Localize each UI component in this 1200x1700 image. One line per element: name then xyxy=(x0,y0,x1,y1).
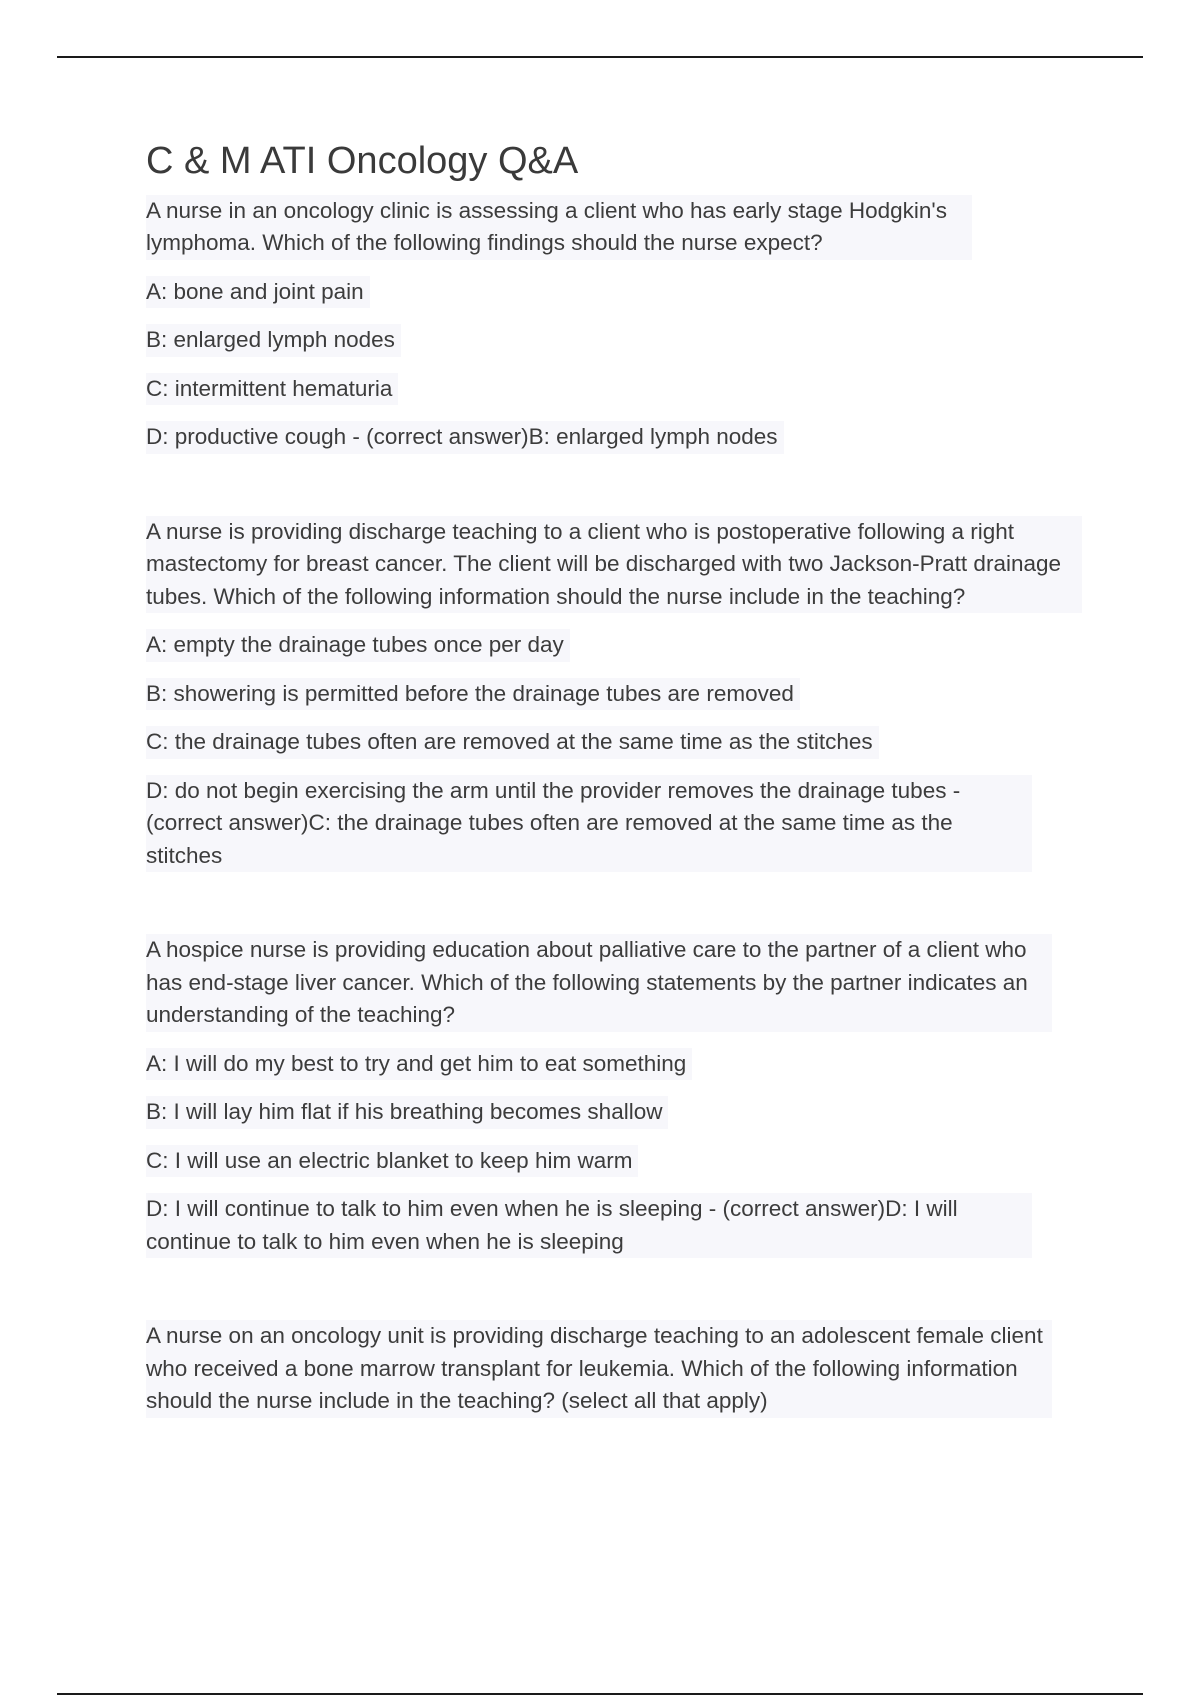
answer-option: A: empty the drainage tubes once per day xyxy=(146,629,570,662)
answer-option: C: the drainage tubes often are removed at the same time as the stitches xyxy=(146,726,879,759)
answer-option: B: enlarged lymph nodes xyxy=(146,324,401,357)
answer-option: B: showering is permitted before the drainage tubes are removed xyxy=(146,678,800,711)
qa-block-4 xyxy=(146,1320,1106,1418)
answer-option: C: I will use an electric blanket to keep him warm xyxy=(146,1145,638,1178)
question-text: A hospice nurse is providing education about palliative care to the partner of a client who has end-stage liver cancer. Which of the following statements by the partner indicates an understanding of the teaching? xyxy=(146,934,1052,1032)
qa-block-3 xyxy=(146,934,1106,1258)
question-text: A nurse on an oncology unit is providing discharge teaching to an adolescent female client who received a bone marrow transplant for leukemia. Which of the following information should the nurse include in the teaching? (select all that apply) xyxy=(146,1320,1052,1418)
answer-option: D: I will continue to talk to him even when he is sleeping - (correct answer)D: I will continue to talk to him even when he is sleeping xyxy=(146,1193,1032,1258)
question-text: A nurse is providing discharge teaching to a client who is postoperative following a right mastectomy for breast cancer. The client will be discharged with two Jackson-Pratt drainage tubes. Which of the following information should the nurse include in the teaching? xyxy=(146,516,1082,614)
question-text: A nurse in an oncology clinic is assessing a client who has early stage Hodgkin's lymphoma. Which of the following findings should the nurse expect? xyxy=(146,195,972,260)
document-title: C & M ATI Oncology Q&A xyxy=(146,140,579,182)
qa-block-1 xyxy=(146,195,1106,454)
footer-rule xyxy=(57,1693,1143,1695)
header-rule xyxy=(57,56,1143,58)
document-body xyxy=(146,140,1106,1418)
answer-option: A: bone and joint pain xyxy=(146,276,370,309)
answer-option: B: I will lay him flat if his breathing becomes shallow xyxy=(146,1096,668,1129)
answer-option: C: intermittent hematuria xyxy=(146,373,398,406)
answer-option: A: I will do my best to try and get him to eat something xyxy=(146,1048,692,1081)
answer-option: D: do not begin exercising the arm until the provider removes the drainage tubes - (correct answer)C: the drainage tubes often are removed at the same time as the stitches xyxy=(146,775,1032,873)
qa-block-2 xyxy=(146,516,1106,873)
answer-option: D: productive cough - (correct answer)B: enlarged lymph nodes xyxy=(146,421,784,454)
